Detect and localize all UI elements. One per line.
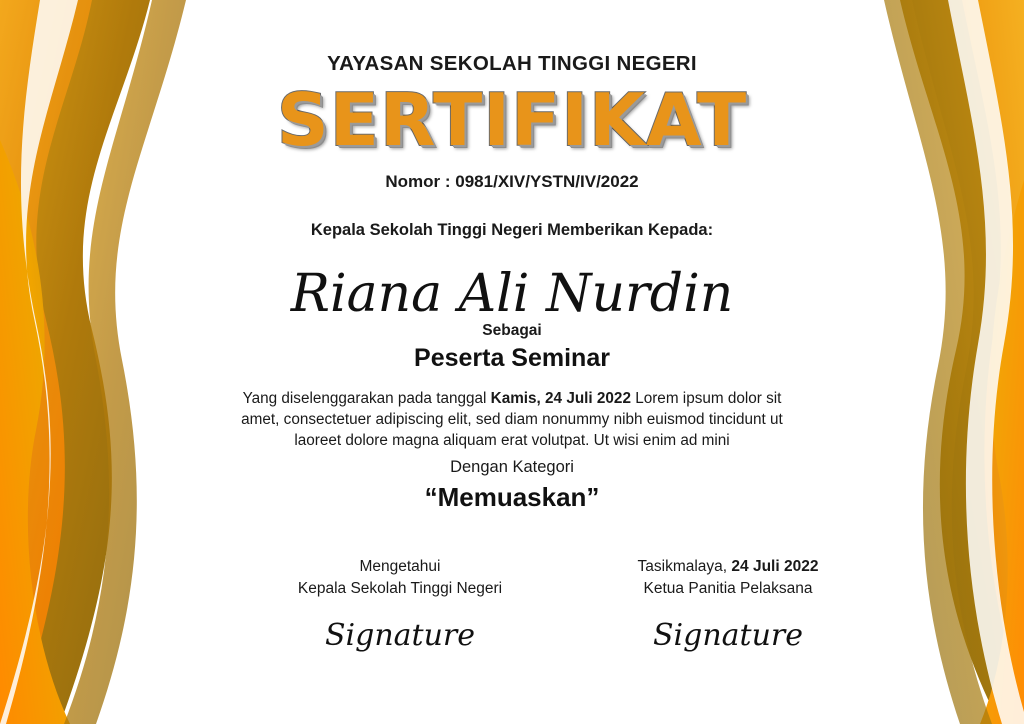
category-label: Dengan Kategori [450, 458, 574, 476]
signature-right-line1 [568, 556, 888, 578]
body-rest: Lorem ipsum dolor sit amet, consectetuer adipiscing elit, sed diam nonummy nibh euismod tincidunt ut laoreet dolore magna aliquam erat volutpat. Ut wisi enim ad mini [241, 390, 783, 449]
signature-block-right [568, 556, 888, 653]
signature-right-line2: Ketua Panitia Pelaksana [643, 580, 813, 597]
given-to-label: Kepala Sekolah Tinggi Negeri Memberikan Kepada: [310, 221, 714, 239]
signature-left-line2: Kepala Sekolah Tinggi Negeri [297, 580, 503, 597]
organization-name: YAYASAN SEKOLAH TINGGI NEGERI [327, 52, 697, 75]
recipient-name: Riana Ali Nurdin [290, 264, 734, 324]
body-date: Kamis, 24 Juli 2022 [490, 390, 631, 407]
signature-left-line1: Mengetahui [359, 558, 441, 575]
certificate-number: Nomor : 0981/XIV/YSTN/IV/2022 [385, 172, 639, 191]
signature-right-place: Tasikmalaya, [637, 558, 732, 575]
body-prefix: Yang diselenggarakan pada tanggal [242, 390, 491, 407]
signature-right-date: 24 Juli 2022 [731, 558, 819, 575]
category-value: “Memuaskan” [424, 482, 600, 512]
certificate-title-wrap [180, 80, 844, 160]
signature-block-left [240, 556, 560, 653]
certificate-title: SERTIFIKAT [276, 78, 748, 162]
signature-left-mark: Signature [324, 618, 476, 653]
as-label: Sebagai [482, 322, 542, 339]
signature-right-mark: Signature [652, 618, 804, 653]
recipient-role: Peserta Seminar [414, 344, 610, 372]
body-paragraph [232, 388, 792, 451]
